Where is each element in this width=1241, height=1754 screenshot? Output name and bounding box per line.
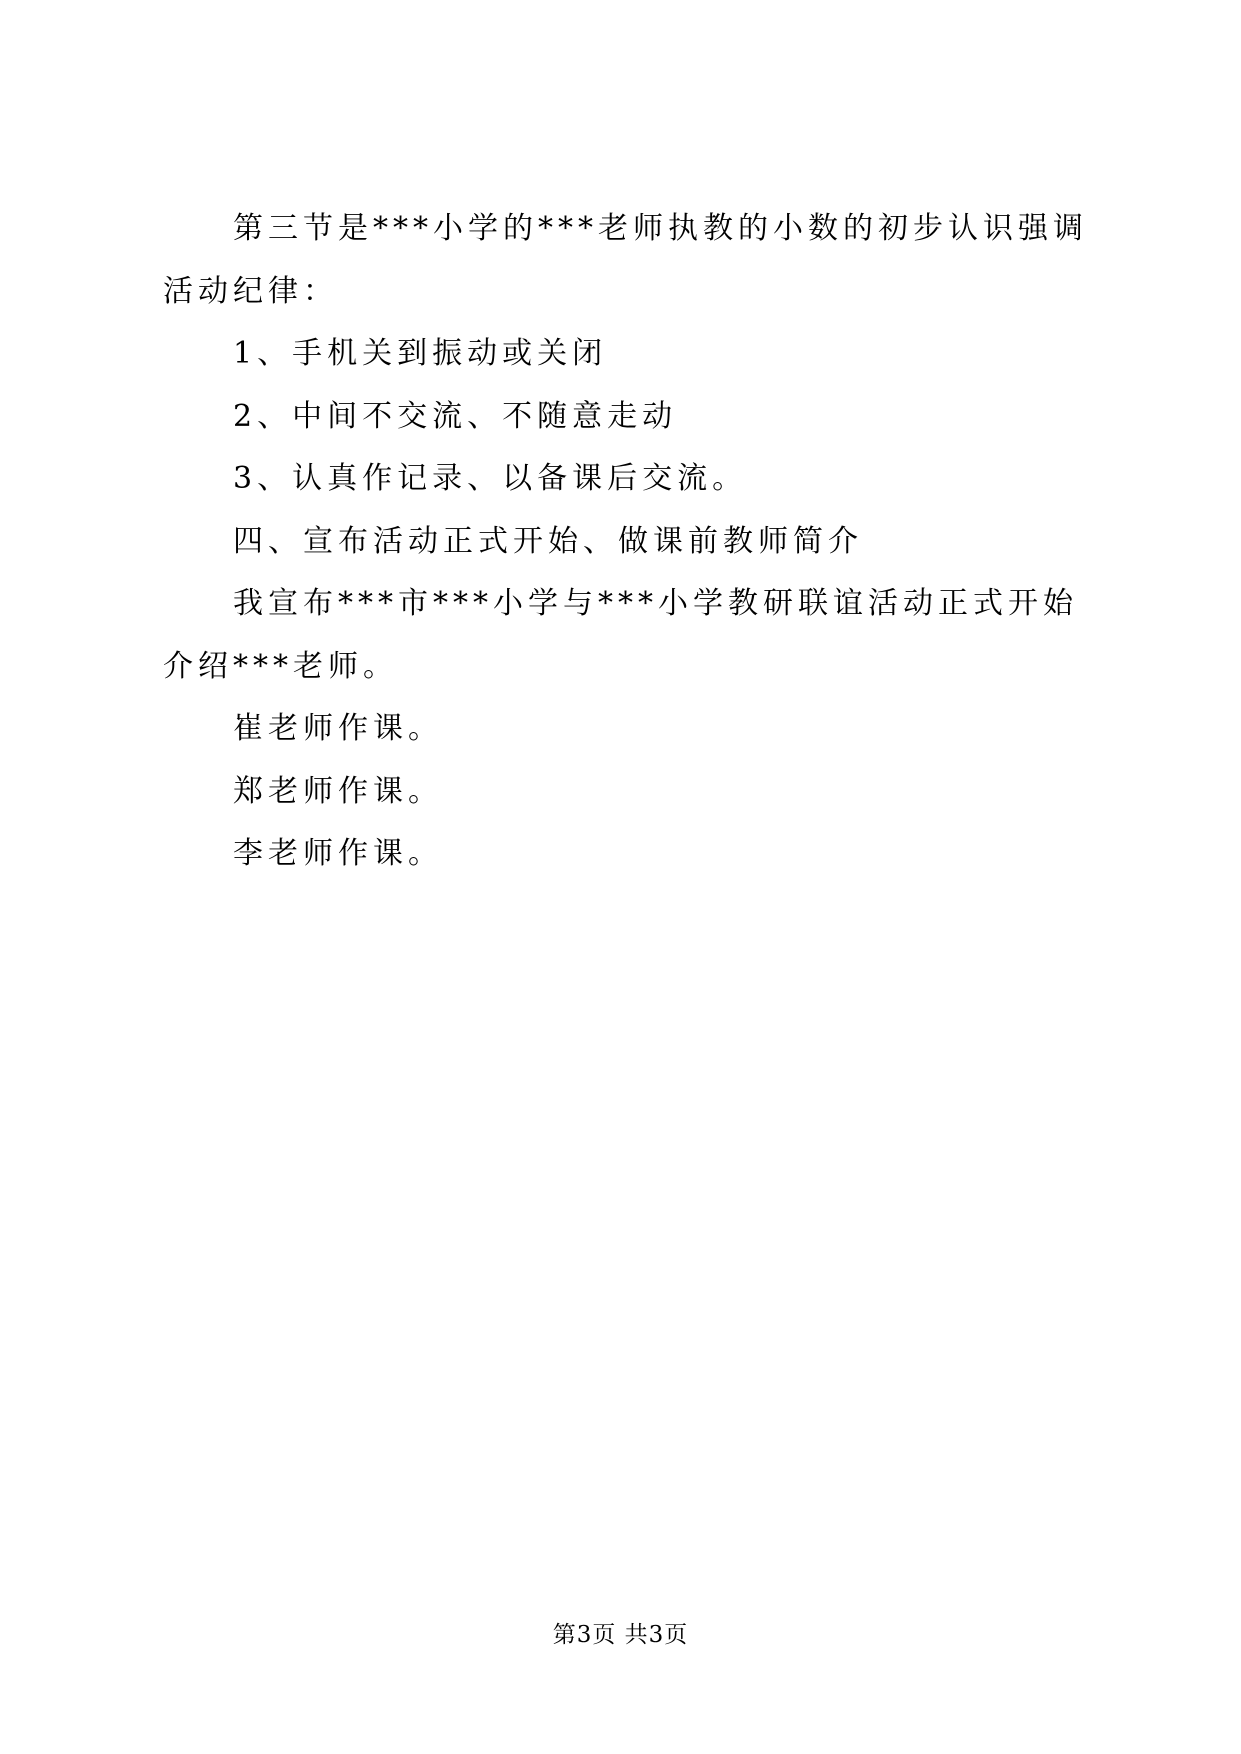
list-item-notes: 3、认真作记录、以备课后交流。 <box>233 461 748 496</box>
page-footer: 第3页 共3页 <box>552 1622 689 1648</box>
paragraph-teacher-li: 李老师作课。 <box>233 836 443 871</box>
paragraph-announcement: 我宣布***市***小学与***小学教研联谊活动正式开始介绍***老师。 <box>163 586 1078 684</box>
paragraph-teacher-zheng: 郑老师作课。 <box>233 773 443 809</box>
section-heading-start: 四、宣布活动正式开始、做课前教师简介 <box>233 523 863 559</box>
list-item-no-talking: 2、中间不交流、不随意走动 <box>233 398 678 434</box>
paragraph-discipline-intro: 第三节是***小学的***老师执教的小数的初步认识强调活动纪律： <box>163 211 1088 309</box>
paragraph-teacher-cui: 崔老师作课。 <box>233 711 443 746</box>
document-body <box>163 198 1093 886</box>
list-item-phone: 1、手机关到振动或关闭 <box>233 336 608 371</box>
